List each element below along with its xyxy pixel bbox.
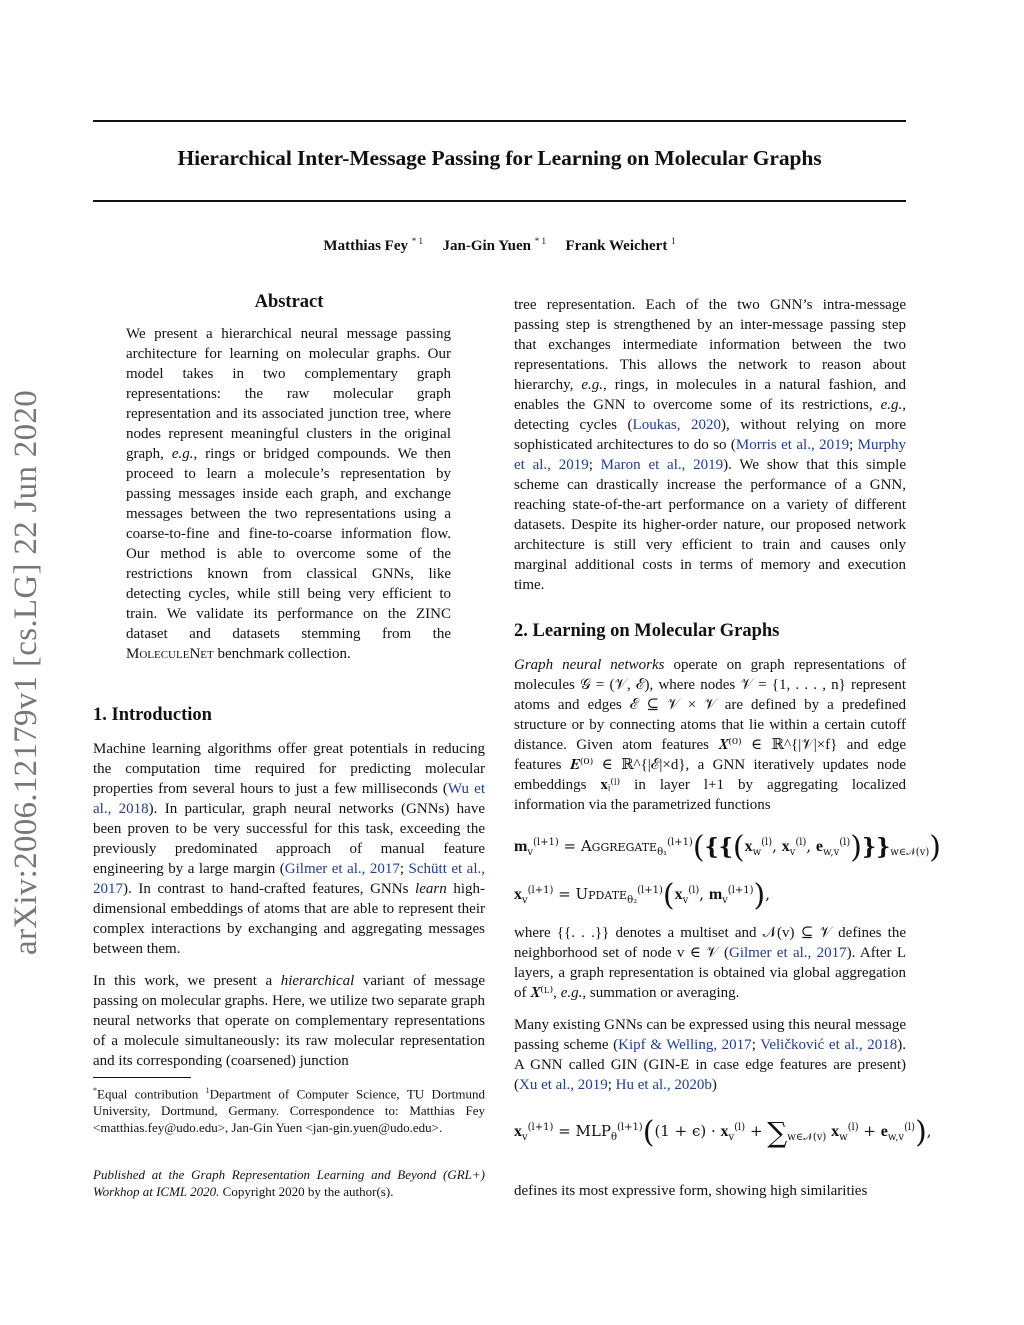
citation-link[interactable]: Hu et al., 2020b: [615, 1077, 712, 1093]
section-heading-introduction: 1. Introduction: [93, 705, 212, 725]
author-name: Frank Weichert: [565, 238, 668, 254]
abstract-text: We present a hierarchical neural message passing architecture for learning on molecular graphs. Our model takes in two complementary graph representations: the raw molecular graph representation and its associated junction tree, where nodes represent meaningful clusters in the original graph, e.g., rings or bridged compounds. We then proceed to learn a molecule’s representation by passing messages inside each graph, and exchange messages between the two representations using a coarse-to-fine and fine-to-coarse information flow. Our method is able to overcome some of the restrictions known from classical GNNs, like detecting cycles, while still being very efficient to train. We validate its performance on the ZINC dataset and datasets stemming from the MoleculeNet benchmark collection.: [126, 326, 452, 662]
paragraph: In this work, we present a hierarchical variant of message passing on molecular graphs. Here, we utilize two separate graph neural networks that operate on complementary representations of a molecule simultaneously: its raw molecular representation and its corresponding (coarsened) junction: [93, 973, 485, 1069]
footnote: *Equal contribution $^1$Department of Computer Science, TU Dortmund University, Dortmund, Germany. Correspondence to: Matthias Fey <matthias.fey@udo.edu>, Jan-Gin Yuen <jan-gin.yuen@udo.edu>.: [93, 1086, 485, 1136]
paragraph: tree representation. Each of the two GNN’s intra-message passing step is strengthened by an inter-message passing step that exchanges intermediate information between the two representations. This allows the network to reason about hierarchy, e.g., rings, in molecules in a natural fashion, and enables the GNN to overcome some of its restrictions, e.g., detecting cycles (Loukas, 2020), without relying on more sophisticated architectures to do so (Morris et al., 2019; Murphy et al., 2019; Maron et al., 2019). We show that this simple scheme can drastically increase the performance of a GNN, reaching state-of-the-art performance on a variety of different datasets. Despite its higher-order nature, our proposed network architecture is still very efficient to train and causes only marginal additional costs in terms of memory and execution time.: [514, 297, 907, 593]
citation-link[interactable]: Wu et al., 2018: [93, 781, 485, 817]
equation-gin: $x_v^{(l+1)} = MLP_\theta^{(l+1)}((1 + \epsilon) \cdot x_v^{(l)} + \sum_{w\in 𝒩(v)}$ $x_w^{(l)} + e_{w,v}^{(l)}$),: [514, 1115, 932, 1150]
abstract-heading: Abstract: [254, 292, 324, 312]
footnote-rule: [93, 1077, 191, 1078]
paragraph: defines its most expressive form, showing high similarities: [514, 1183, 868, 1199]
author-name: Matthias Fey: [323, 238, 408, 254]
author-name: Jan-Gin Yuen: [442, 238, 532, 254]
author-list: [93, 236, 906, 255]
citation-link[interactable]: Kipf & Welling, 2017: [618, 1037, 752, 1053]
learning-paragraph-3: [514, 1181, 906, 1213]
publication-note: Published at the Graph Representation Learning and Beyond (GRL+) Workhop at ICML 2020. Copyright 2020 by the author(s).: [93, 1167, 485, 1199]
right-column-intro-continued: [514, 295, 906, 607]
citation-link[interactable]: Xu et al., 2019: [519, 1077, 608, 1093]
author-affiliation-mark: 1: [671, 236, 676, 246]
paragraph: Machine learning algorithms offer great potentials in reducing the computation time required for predicting molecular properties from several hours to just a few milliseconds (Wu et al., 2018). In particular, graph neural networks (GNNs) have been proven to be very successful for this task, exceeding the previously predominated approach of manual feature engineering by a large margin (Gilmer et al., 2017; Schütt et al., 2017). In contrast to hand-crafted features, GNNs learn high-dimensional embeddings of atoms that are able to represent their complex interactions by exchanging and aggregating messages between them.: [93, 741, 486, 957]
citation-link[interactable]: Maron et al., 2019: [600, 457, 724, 473]
introduction-body: [93, 739, 485, 1083]
citation-link[interactable]: Morris et al., 2019: [735, 437, 850, 453]
learning-paragraph-1: [514, 655, 906, 827]
title-top-rule: [93, 120, 906, 122]
citation-link[interactable]: Murphy et al., 2019: [514, 437, 907, 473]
author-affiliation-mark: * 1: [534, 236, 547, 246]
citation-link[interactable]: Schütt et al., 2017: [93, 861, 485, 897]
citation-link[interactable]: Veličković et al., 2018: [760, 1037, 898, 1053]
equation-aggregate: $m_v^{(l+1)}$ = $Aggregate_{\theta_1}^{(l+1)}(\{\{(x_w^{(l)}$, $x_v^{(l)}$, $e_{w,v}^{(l)})\}\}_{w\in 𝒩(v)}$): [514, 830, 941, 865]
citation-link[interactable]: Gilmer et al., 2017: [729, 945, 847, 961]
author-affiliation-mark: * 1: [411, 236, 423, 246]
paragraph: Graph neural networks operate on graph representations of molecules 𝒢 = (𝒱, ℰ), where nodes 𝒱 = {1, . . . , n} represent atoms and edges ℰ ⊆ 𝒱 × 𝒱 are defined by a predefined structure or by connecting atoms that lie within a certain cutoff distance. Given atom features 𝑿⁽⁰⁾ ∈ ℝ^{|𝒱|×f} and edge features 𝑬⁽⁰⁾ ∈ ℝ^{|ℰ|×d}, a GNN iteratively updates node embeddings 𝐱ᵢ⁽ˡ⁾ in layer l+1 by aggregating localized information via the parametrized functions: [514, 657, 906, 813]
paper-title: Hierarchical Inter-Message Passing for Learning on Molecular Graphs: [177, 146, 822, 170]
paragraph: where {{. . .}} denotes a multiset and 𝒩(v) ⊆ 𝒱 defines the neighborhood set of node v ∈ 𝒱 (Gilmer et al., 2017). After L layers, a graph representation is obtained via global aggregation of 𝑿⁽ᴸ⁾, e.g., summation or averaging.: [514, 925, 907, 1001]
citation-link[interactable]: Loukas, 2020: [632, 417, 721, 433]
paragraph: Many existing GNNs can be expressed using this neural message passing scheme (Kipf & Welling, 2017; Veličković et al., 2018). A GNN called GIN (GIN-E in case edge features are present) (Xu et al., 2019; Hu et al., 2020b): [514, 1017, 906, 1093]
citation-link[interactable]: Gilmer et al., 2017: [284, 861, 400, 877]
learning-paragraph-2: [514, 923, 906, 1107]
arxiv-identifier: arXiv:2006.12179v1 [cs.LG] 22 Jun 2020: [8, 389, 44, 955]
equation-update: $x_v^{(l+1)}$ = $Update_{\theta_2}^{(l+1)}(x_v^{(l)}$, $m_v^{(l+1)}$),: [514, 878, 771, 913]
title-bottom-rule: [93, 200, 906, 202]
section-heading-learning: 2. Learning on Molecular Graphs: [514, 621, 780, 641]
